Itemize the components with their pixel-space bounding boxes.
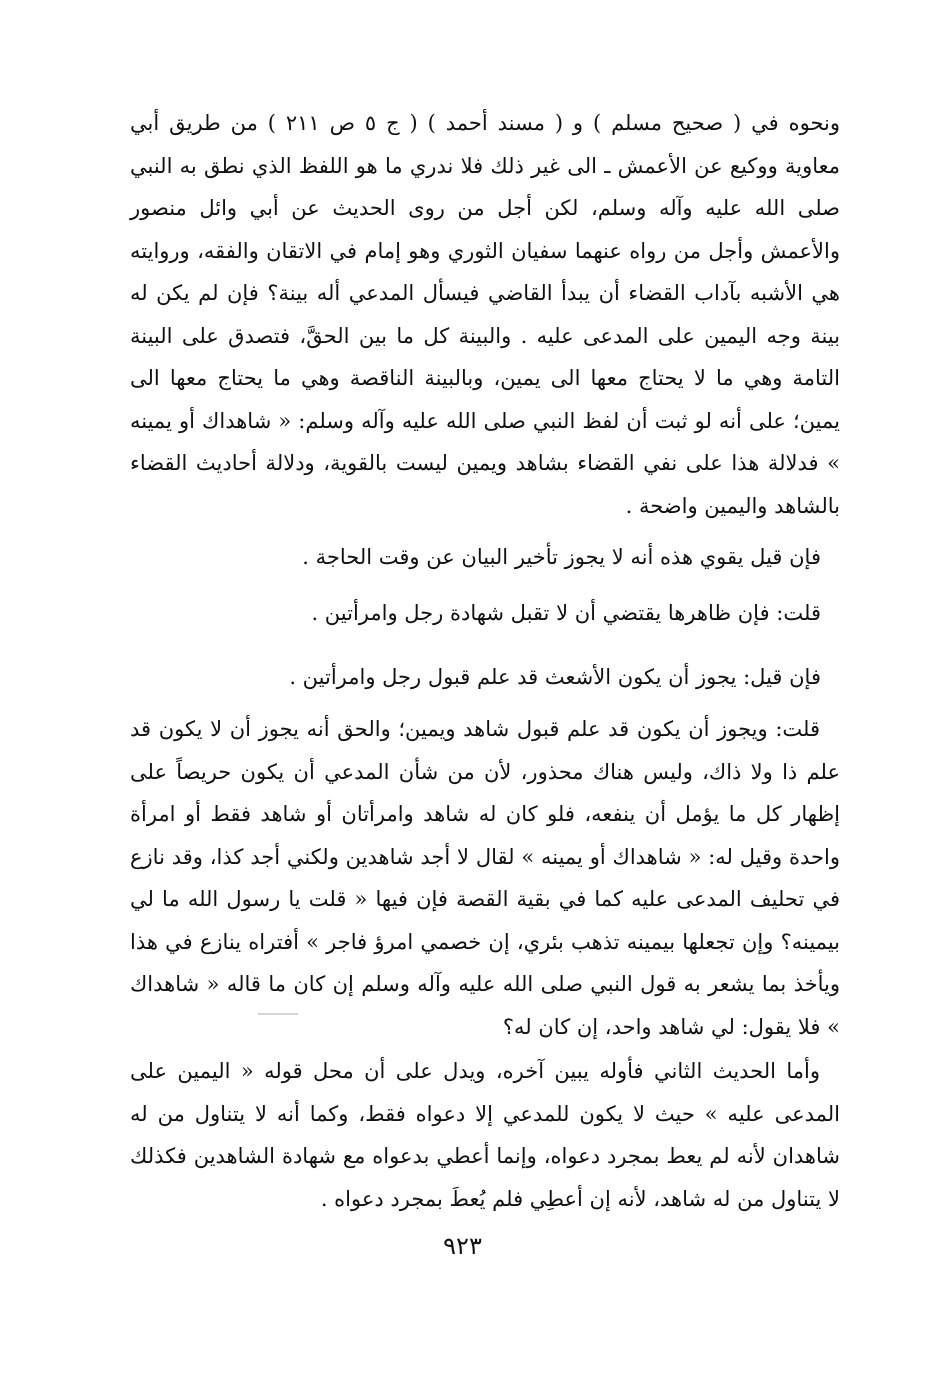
scan-smudge — [258, 1013, 298, 1015]
paragraph-reply-2 — [130, 708, 840, 1048]
paragraph-text: قلت: ويجوز أن يكون قد علم قبول شاهد ويمين؛ والحق أنه يجوز أن لا يكون قد علم ذا ولا ذاك، وليس هناك محذور، لأن من شأن المدعي أن يكون حريصاً على إظهار كل ما يؤمل أن ينفعه، فلو كان له شاهد وامرأتان أو شاهد فقط أو امرأة واحدة وقيل له: « شاهداك أو يمينه » لقال لا أجد شاهدين ولكني أجد كذا، وقد نازع في تحليف المدعى عليه كما في بقية القصة فإن فيها « قلت يا رسول الله ما لي بيمينه؟ وإن تجعلها بيمينه تذهب بئري، إن خصمي امرؤ فاجر » أفتراه ينازع في هذا ويأخذ بما يشعر به قول النبي صلى الله عليه وآله وسلم إن كان ما قاله « شاهداك » فلا يقول: لي شاهد واحد، إن كان له؟ — [130, 717, 840, 1039]
paragraph-objection-2: فإن قيل: يجوز أن يكون الأشعث قد علم قبول رجل وامرأتين . — [289, 665, 821, 689]
paragraph-text: ونحوه في ( صحيح مسلم ) و ( مسند أحمد ) ( ج ٥ ص ٢١١ ) من طريق أبي معاوية ووكيع عن الأعمش ـ الى غير ذلك فلا ندري ما هو اللفظ الذي نطق به النبي صلى الله عليه وآله وسلم، لكن أجل من روى الحديث عن أبي وائل منصور والأعمش وأجل من رواه عنهما سفيان الثوري وهو إمام في الاتقان والفقه، وروايته هي الأشبه بآداب القضاء أن يبدأ القاضي فيسأل المدعي أله بينة؟ فإن لم يكن له بينة وجه اليمين على المدعى عليه . والبينة كل ما بين الحقَّ، فتصدق على البينة التامة وهي ما لا يحتاج معها الى يمين، وبالبينة الناقصة وهي ما يحتاج معها الى يمين؛ على أنه لو ثبت أن لفظ النبي صلى الله عليه وآله وسلم: « شاهداك أو يمينه » فدلالة هذا على نفي القضاء بشاهد ويمين ليست بالقوية، ودلالة أحاديث القضاء بالشاهد واليمين واضحة . — [130, 111, 840, 518]
paragraph-second-hadith — [130, 1050, 840, 1220]
paragraph-reply-1: قلت: فإن ظاهرها يقتضي أن لا تقبل شهادة رجل وامرأتين . — [311, 601, 821, 625]
paragraph-objection-1: فإن قيل يقوي هذه أنه لا يجوز تأخير البيان عن وقت الحاجة . — [302, 545, 821, 569]
paragraph-text: وأما الحديث الثاني فأوله يبين آخره، ويدل على أن محل قوله « اليمين على المدعى عليه » حيث لا يكون للمدعي إلا دعواه فقط، وكما أنه لا يتناول من له شاهدان لأنه لم يعط بمجرد دعواه، وإنما أعطي بدعواه مع شهادة الشاهدين فكذلك لا يتناول من له شاهد، لأنه إن أعطِي فلم يُعطَ بمجرد دعواه . — [130, 1059, 840, 1211]
paragraph-hadith-discussion — [130, 102, 840, 527]
page-number: ٩٢٣ — [443, 1232, 482, 1260]
